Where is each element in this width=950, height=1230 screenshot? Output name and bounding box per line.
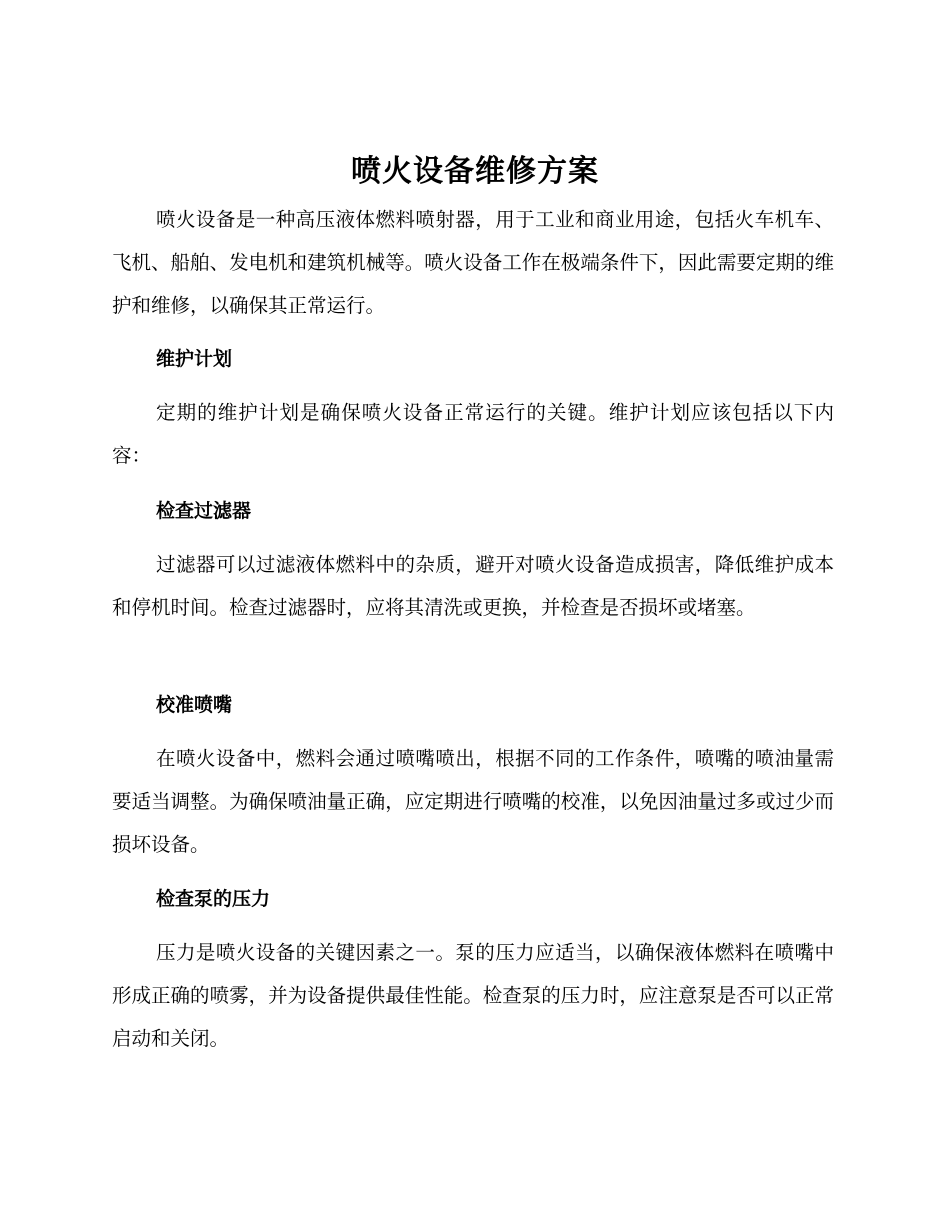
section-body-calibrate-nozzle: 在喷火设备中，燃料会通过喷嘴喷出，根据不同的工作条件，喷嘴的喷油量需要适当调整。为确保喷油量正确，应定期进行喷嘴的校准，以免因油量过多或过少而损坏设备。 <box>112 747 834 856</box>
document-title: 喷火设备维修方案 <box>351 154 599 189</box>
section-body-maintenance-plan: 定期的维护计划是确保喷火设备正常运行的关键。维护计划应该包括以下内容： <box>112 401 834 467</box>
section-heading-check-filter: 检查过滤器 <box>156 500 252 522</box>
section-heading-calibrate-nozzle: 校准喷嘴 <box>156 694 233 716</box>
section-heading-maintenance-plan: 维护计划 <box>156 348 233 370</box>
section-body-check-pump-pressure: 压力是喷火设备的关键因素之一。泵的压力应适当，以确保液体燃料在喷嘴中形成正确的喷雾，并为设备提供最佳性能。检查泵的压力时，应注意泵是否可以正常启动和关闭。 <box>112 941 834 1050</box>
section-heading-check-pump-pressure: 检查泵的压力 <box>156 888 271 910</box>
intro-paragraph: 喷火设备是一种高压液体燃料喷射器，用于工业和商业用途，包括火车机车、飞机、船舶、发电机和建筑机械等。喷火设备工作在极端条件下，因此需要定期的维护和维修，以确保其正常运行。 <box>112 208 834 317</box>
section-body-check-filter: 过滤器可以过滤液体燃料中的杂质，避开对喷火设备造成损害，降低维护成本和停机时间。检查过滤器时，应将其清洗或更换，并检查是否损坏或堵塞。 <box>112 553 834 619</box>
